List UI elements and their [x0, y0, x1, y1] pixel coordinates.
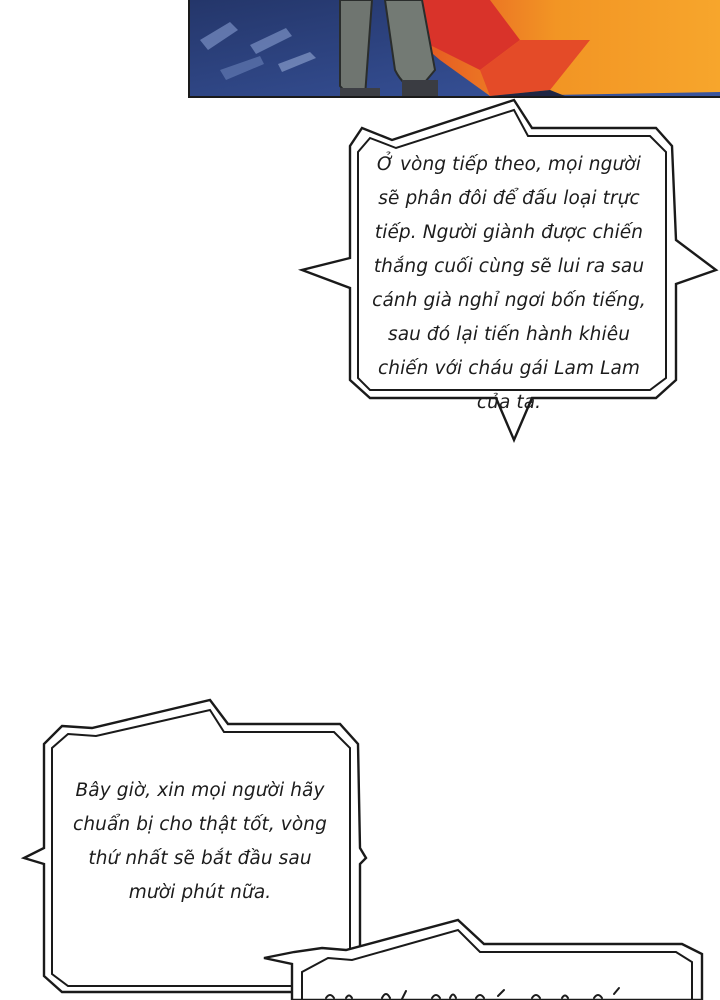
- bubble-line: cánh già nghỉ ngơi bốn tiếng,: [372, 290, 646, 311]
- bubble-text: [52, 774, 348, 910]
- speech-bubble: [262, 918, 718, 1000]
- bubble-line: tiếp. Người giành được chiến: [374, 222, 644, 243]
- bubble-line: Ở vòng tiếp theo, mọi người: [377, 154, 641, 175]
- bubble-line: sẽ phân đôi để đấu loại trực: [378, 188, 640, 209]
- panel-illustration: [190, 0, 720, 98]
- bubble-line: chuẩn bị cho thật tốt, vòng: [73, 814, 327, 835]
- bubble-line: thắng cuối cùng sẽ lui ra sau: [373, 256, 645, 277]
- bubble-line: của ta.: [476, 392, 542, 413]
- bubble-text: [354, 148, 664, 420]
- bubble-outline: [262, 918, 718, 1000]
- bubble-line: Bây giờ, xin mọi người hãy: [75, 780, 325, 801]
- bubble-line: mười phút nữa.: [128, 882, 272, 903]
- bubble-line: sau đó lại tiến hành khiêu: [387, 324, 631, 345]
- bubble-line: thứ nhất sẽ bắt đầu sau: [88, 848, 312, 869]
- bubble-line: chiến với cháu gái Lam Lam: [377, 358, 641, 379]
- speech-bubble: [300, 98, 718, 443]
- comic-panel-top: [188, 0, 720, 98]
